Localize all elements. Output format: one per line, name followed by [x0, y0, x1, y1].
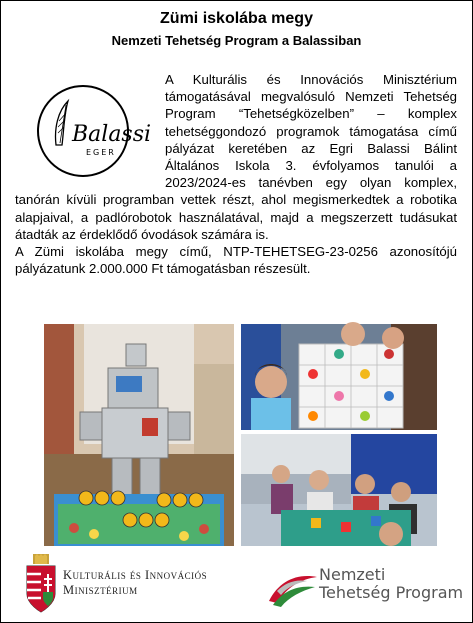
body-paragraph-1: A Kulturális és Innovációs Minisztérium támogatásával megvalósuló Nemzeti Tehetség Program “Tehetségközelben” – komplex tehetséggondozó programok támogatása című pályázat keretében az Egri Balassi Bálint Általános Iskola 3. évfolyamos tanulói a 2023/2024-es tanévben egy olyan komplex, tanórán kívüli programban vettek részt, ahol megismerkedtek a robotika alapjaival, a padlórobotok használatával, majd a megszerzett tudásukat átadták az érdeklődő óvodások számára is. — [15, 72, 457, 242]
ministry-logo — [23, 554, 253, 614]
logo-subtext: EGER — [86, 148, 116, 157]
ministry-name — [63, 568, 207, 598]
hungarian-coat-of-arms-icon — [23, 554, 59, 614]
ntp-logo — [267, 561, 467, 611]
ntp-line-1: Nemzeti — [319, 565, 386, 584]
photo-kids-table — [241, 434, 437, 546]
body-paragraph-2: A Zümi iskolába megy című, NTP-TEHETSEG-23-0256 azonosítójú pályázatunk 2.000.000 Ft támogatásban részesült. — [15, 244, 457, 277]
page-title: Zümi iskolába megy — [160, 10, 313, 27]
body-text — [15, 71, 457, 277]
photo-collage — [44, 324, 437, 546]
photo-kids-board — [241, 324, 437, 430]
page-subtitle: Nemzeti Tehetség Program a Balassiban — [111, 33, 362, 48]
photo-robot-costume — [44, 324, 234, 546]
logo-text: Balassi — [72, 122, 152, 147]
ministry-line-1: Kulturális és Innovációs — [63, 568, 208, 582]
ntp-swoosh-icon — [267, 567, 319, 607]
ministry-line-2: Minisztérium — [63, 583, 138, 597]
ntp-line-2: Tehetség Program — [319, 583, 464, 602]
